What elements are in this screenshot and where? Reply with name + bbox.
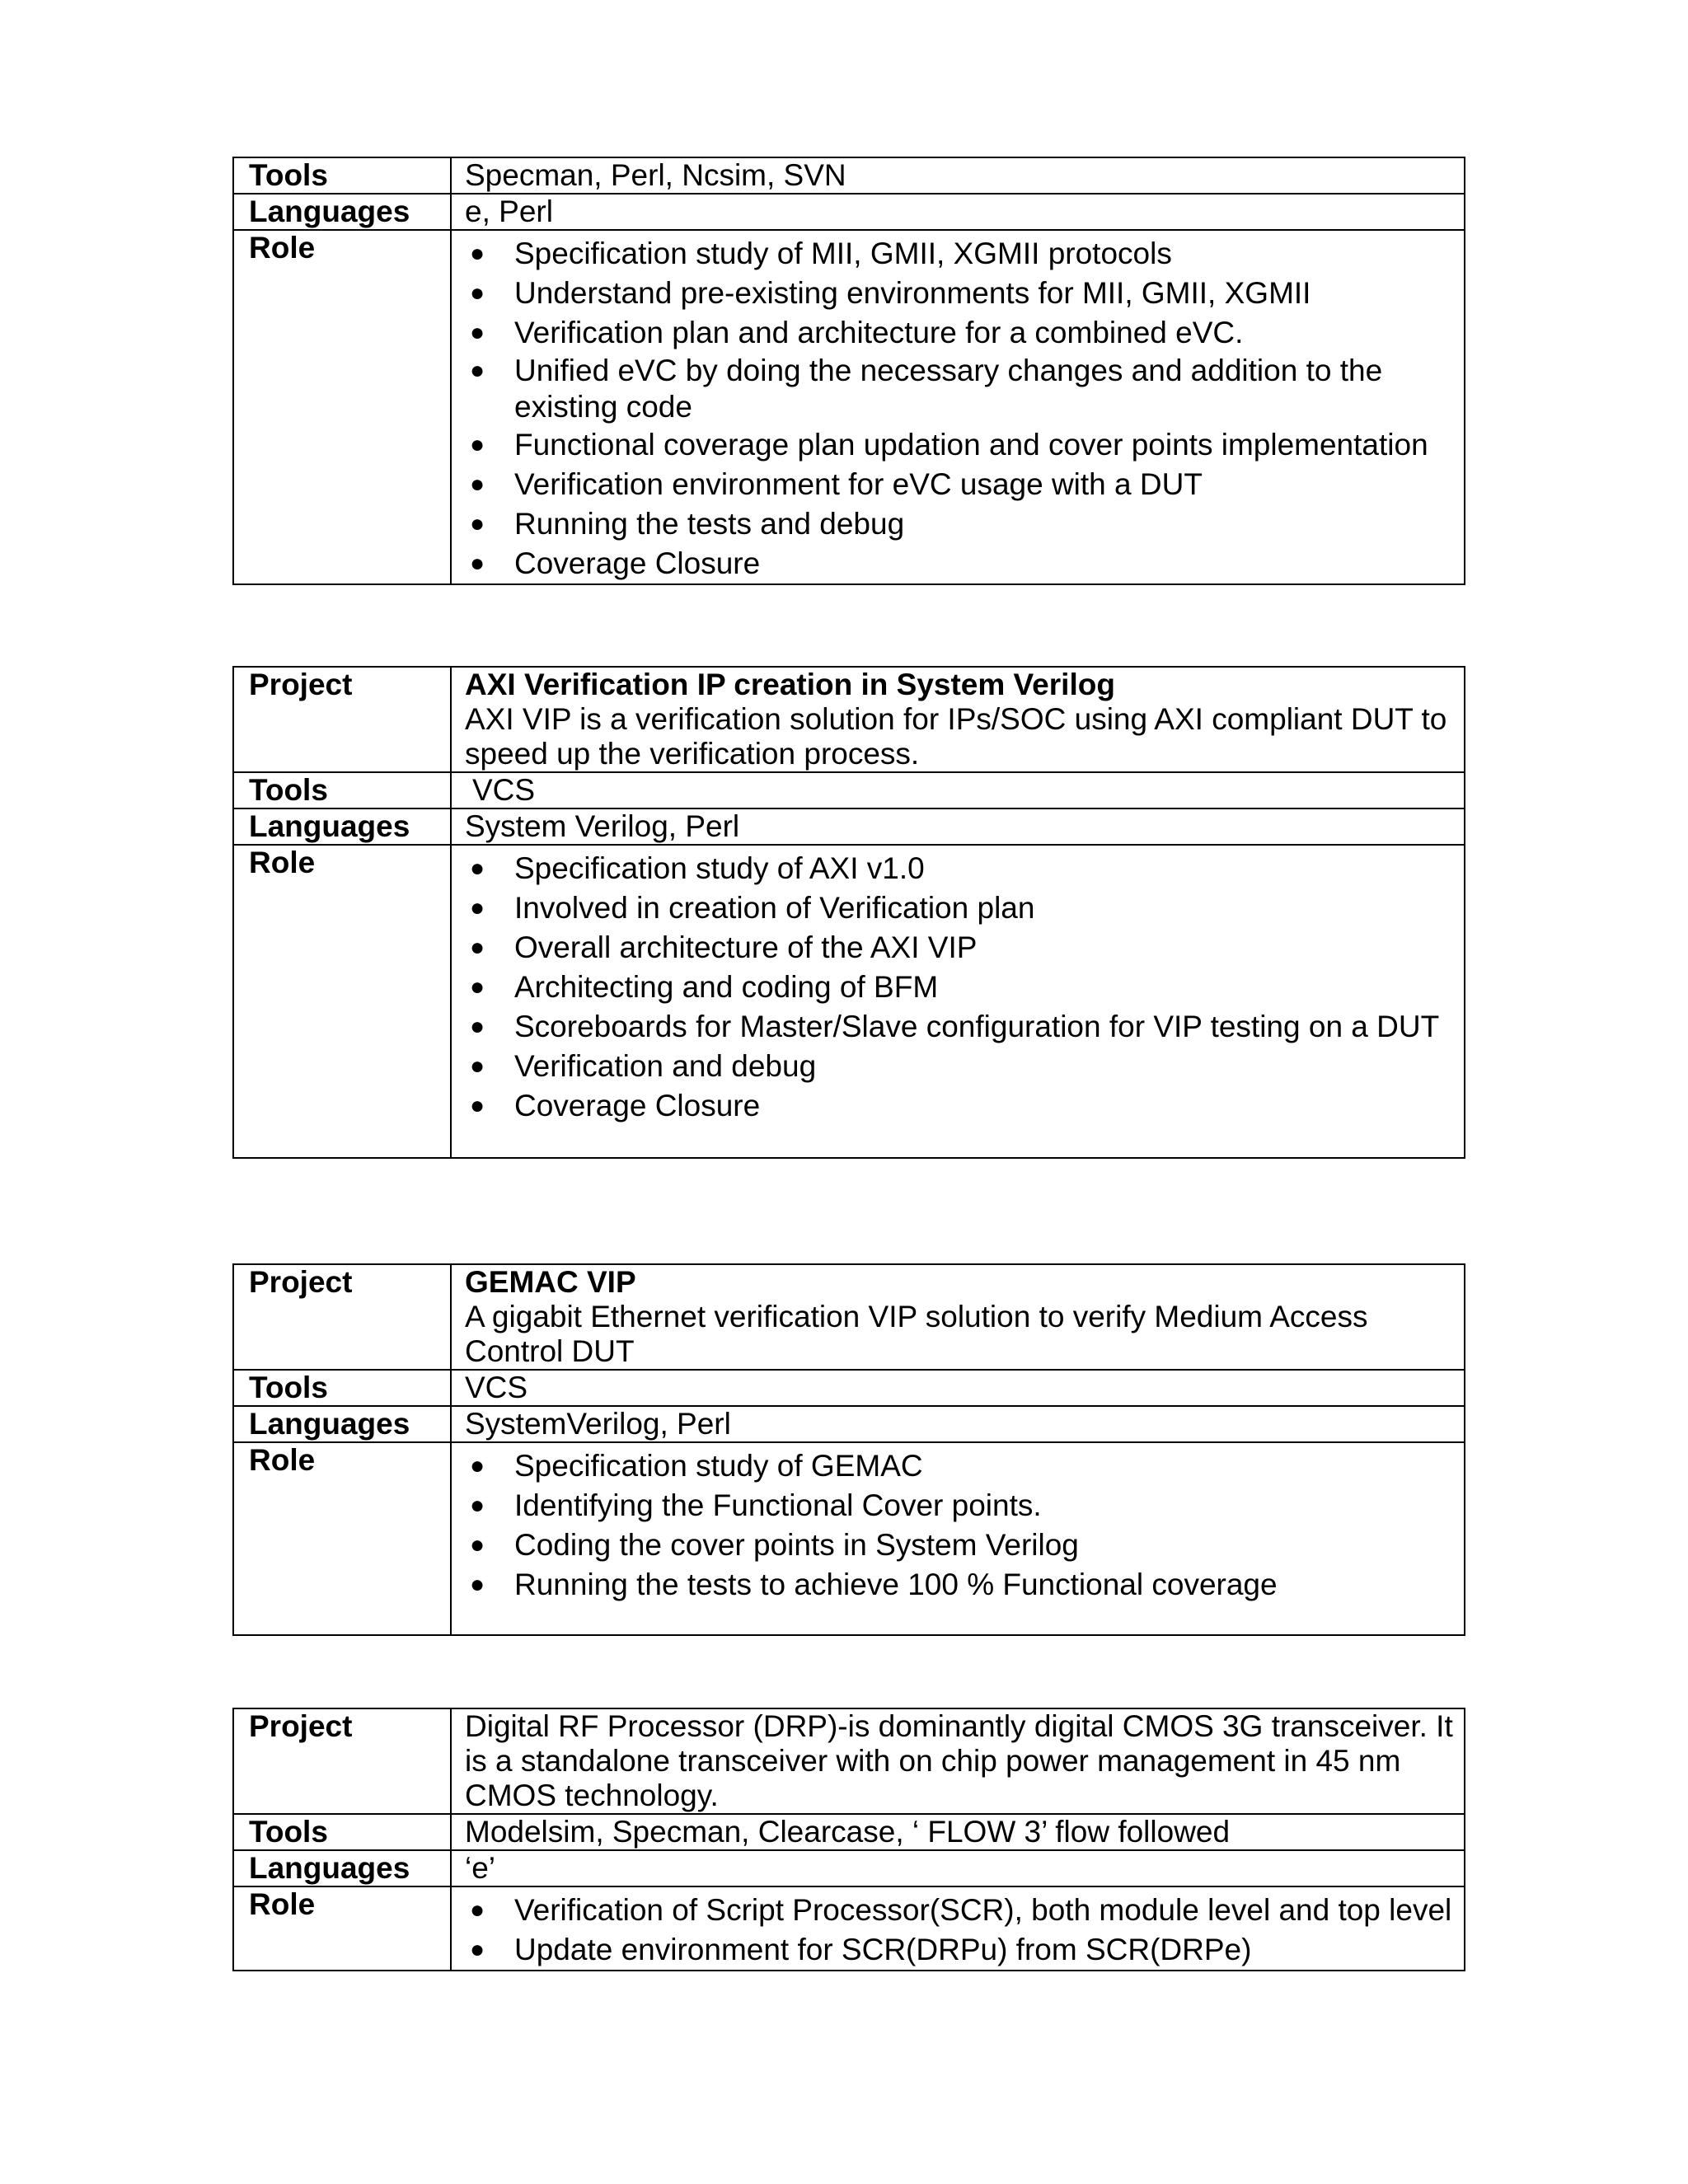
tools-label: Tools <box>233 772 451 808</box>
role-label: Role <box>233 230 451 584</box>
role-item: ● Architecting and coding of BFM <box>465 968 1456 1007</box>
role-list-cell <box>451 845 1465 1158</box>
project-label: Project <box>233 667 451 772</box>
project-label: Project <box>233 1264 451 1370</box>
project-row <box>233 1708 1465 1814</box>
languages-value: System Verilog, Perl <box>451 808 1465 845</box>
role-item: ● Specification study of MII, GMII, XGMII protocols <box>465 234 1456 274</box>
tools-value: VCS <box>451 772 1465 808</box>
bullet-icon: ● <box>470 471 485 498</box>
role-list-cell <box>451 230 1465 584</box>
languages-value: ‘e’ <box>451 1850 1465 1886</box>
bullet-icon: ● <box>470 1896 485 1924</box>
project-value <box>451 1708 1465 1814</box>
role-item: ● Involved in creation of Verification plan <box>465 888 1456 928</box>
bullet-icon: ● <box>470 279 485 307</box>
role-item: ● Coverage Closure <box>465 544 1456 583</box>
languages-value: SystemVerilog, Perl <box>451 1406 1465 1442</box>
project-title: GEMAC VIP <box>465 1265 636 1299</box>
role-item: ● Running the tests and debug <box>465 504 1456 544</box>
role-item: ● Unified eVC by doing the necessary changes and addition to the existing code <box>470 354 1383 424</box>
role-list <box>465 1887 1456 1970</box>
role-item: ● Specification study of GEMAC <box>465 1446 1456 1486</box>
languages-value: e, Perl <box>451 194 1465 230</box>
project-description: A gigabit Ethernet verification VIP solution to verify Medium Access Control DUT <box>465 1300 1368 1368</box>
role-item: ● Functional coverage plan updation and cover points implementation <box>465 425 1456 465</box>
project-row <box>233 667 1465 772</box>
project-label: Project <box>233 1708 451 1814</box>
role-item: ● Overall architecture of the AXI VIP <box>465 928 1456 968</box>
tools-row <box>233 772 1465 808</box>
role-row <box>233 230 1465 584</box>
bullet-icon: ● <box>470 319 485 346</box>
role-list <box>465 231 1456 583</box>
tools-value: Modelsim, Specman, Clearcase, ‘ FLOW 3’ flow followed <box>451 1814 1465 1850</box>
role-item: ● Update environment for SCR(DRPu) from SCR(DRPe) <box>465 1930 1456 1970</box>
languages-row <box>233 194 1465 230</box>
role-list-cell <box>451 1886 1465 1971</box>
role-item: ● Running the tests to achieve 100 % Functional coverage <box>465 1565 1456 1605</box>
bullet-icon: ● <box>470 357 485 384</box>
role-item: ● Verification of Script Processor(SCR), both module level and top level <box>465 1891 1456 1930</box>
project-description: Digital RF Processor (DRP)-is dominantly digital CMOS 3G transceiver. It is a standalone transceiver with on chip power management in 45 nm CMOS technology. <box>465 1709 1453 1812</box>
tools-value: Specman, Perl, Ncsim, SVN <box>451 157 1465 194</box>
role-list-cell <box>451 1442 1465 1635</box>
role-item: ● Coverage Closure <box>465 1086 1456 1126</box>
project-table-4 <box>232 1708 1465 1971</box>
languages-label: Languages <box>233 194 451 230</box>
tools-label: Tools <box>233 1814 451 1850</box>
role-item: ● Specification study of AXI v1.0 <box>465 849 1456 888</box>
role-label: Role <box>233 1886 451 1971</box>
project-description: AXI VIP is a verification solution for IPs/SOC using AXI compliant DUT to speed up the verification process. <box>465 702 1447 771</box>
bullet-icon: ● <box>470 510 485 537</box>
role-list <box>465 1443 1456 1605</box>
bullet-icon: ● <box>470 1531 485 1558</box>
project-table-3 <box>232 1263 1465 1636</box>
role-item: ● Understand pre-existing environments for MII, GMII, XGMII <box>465 274 1456 313</box>
bullet-icon: ● <box>470 934 485 961</box>
bullet-icon: ● <box>470 855 485 882</box>
tools-row <box>233 1814 1465 1850</box>
languages-label: Languages <box>233 1406 451 1442</box>
languages-row <box>233 808 1465 845</box>
role-list <box>465 846 1456 1126</box>
project-value <box>451 667 1465 772</box>
bullet-icon: ● <box>470 550 485 577</box>
bullet-icon: ● <box>470 973 485 1001</box>
role-item: ● Verification environment for eVC usage with a DUT <box>465 465 1456 504</box>
role-label: Role <box>233 1442 451 1635</box>
project-title: AXI Verification IP creation in System Verilog <box>465 668 1115 701</box>
bullet-icon: ● <box>470 240 485 267</box>
project-table-2 <box>232 666 1465 1159</box>
bullet-icon: ● <box>470 1452 485 1479</box>
tools-row <box>233 1370 1465 1406</box>
languages-row <box>233 1850 1465 1886</box>
tools-label: Tools <box>233 157 451 194</box>
role-item: ● Verification and debug <box>465 1047 1456 1086</box>
role-row <box>233 845 1465 1158</box>
role-item: ● Verification plan and architecture for a combined eVC. <box>465 313 1456 353</box>
tools-label: Tools <box>233 1370 451 1406</box>
project-value <box>451 1264 1465 1370</box>
bullet-icon: ● <box>470 1013 485 1040</box>
languages-row <box>233 1406 1465 1442</box>
tools-row <box>233 157 1465 194</box>
role-row <box>233 1442 1465 1635</box>
languages-label: Languages <box>233 808 451 845</box>
role-row <box>233 1886 1465 1971</box>
role-item: ● Scoreboards for Master/Slave configuration for VIP testing on a DUT <box>465 1007 1456 1047</box>
bullet-icon: ● <box>470 1052 485 1080</box>
role-item: ● Coding the cover points in System Verilog <box>465 1526 1456 1565</box>
bullet-icon: ● <box>470 894 485 921</box>
languages-label: Languages <box>233 1850 451 1886</box>
bullet-icon: ● <box>470 1571 485 1598</box>
project-row <box>233 1264 1465 1370</box>
role-item: ● Identifying the Functional Cover points. <box>465 1486 1456 1526</box>
bullet-icon: ● <box>470 431 485 458</box>
role-label: Role <box>233 845 451 1158</box>
bullet-icon: ● <box>470 1492 485 1519</box>
tools-value: VCS <box>451 1370 1465 1406</box>
project-table-1 <box>232 157 1465 585</box>
bullet-icon: ● <box>470 1092 485 1119</box>
bullet-icon: ● <box>470 1936 485 1963</box>
